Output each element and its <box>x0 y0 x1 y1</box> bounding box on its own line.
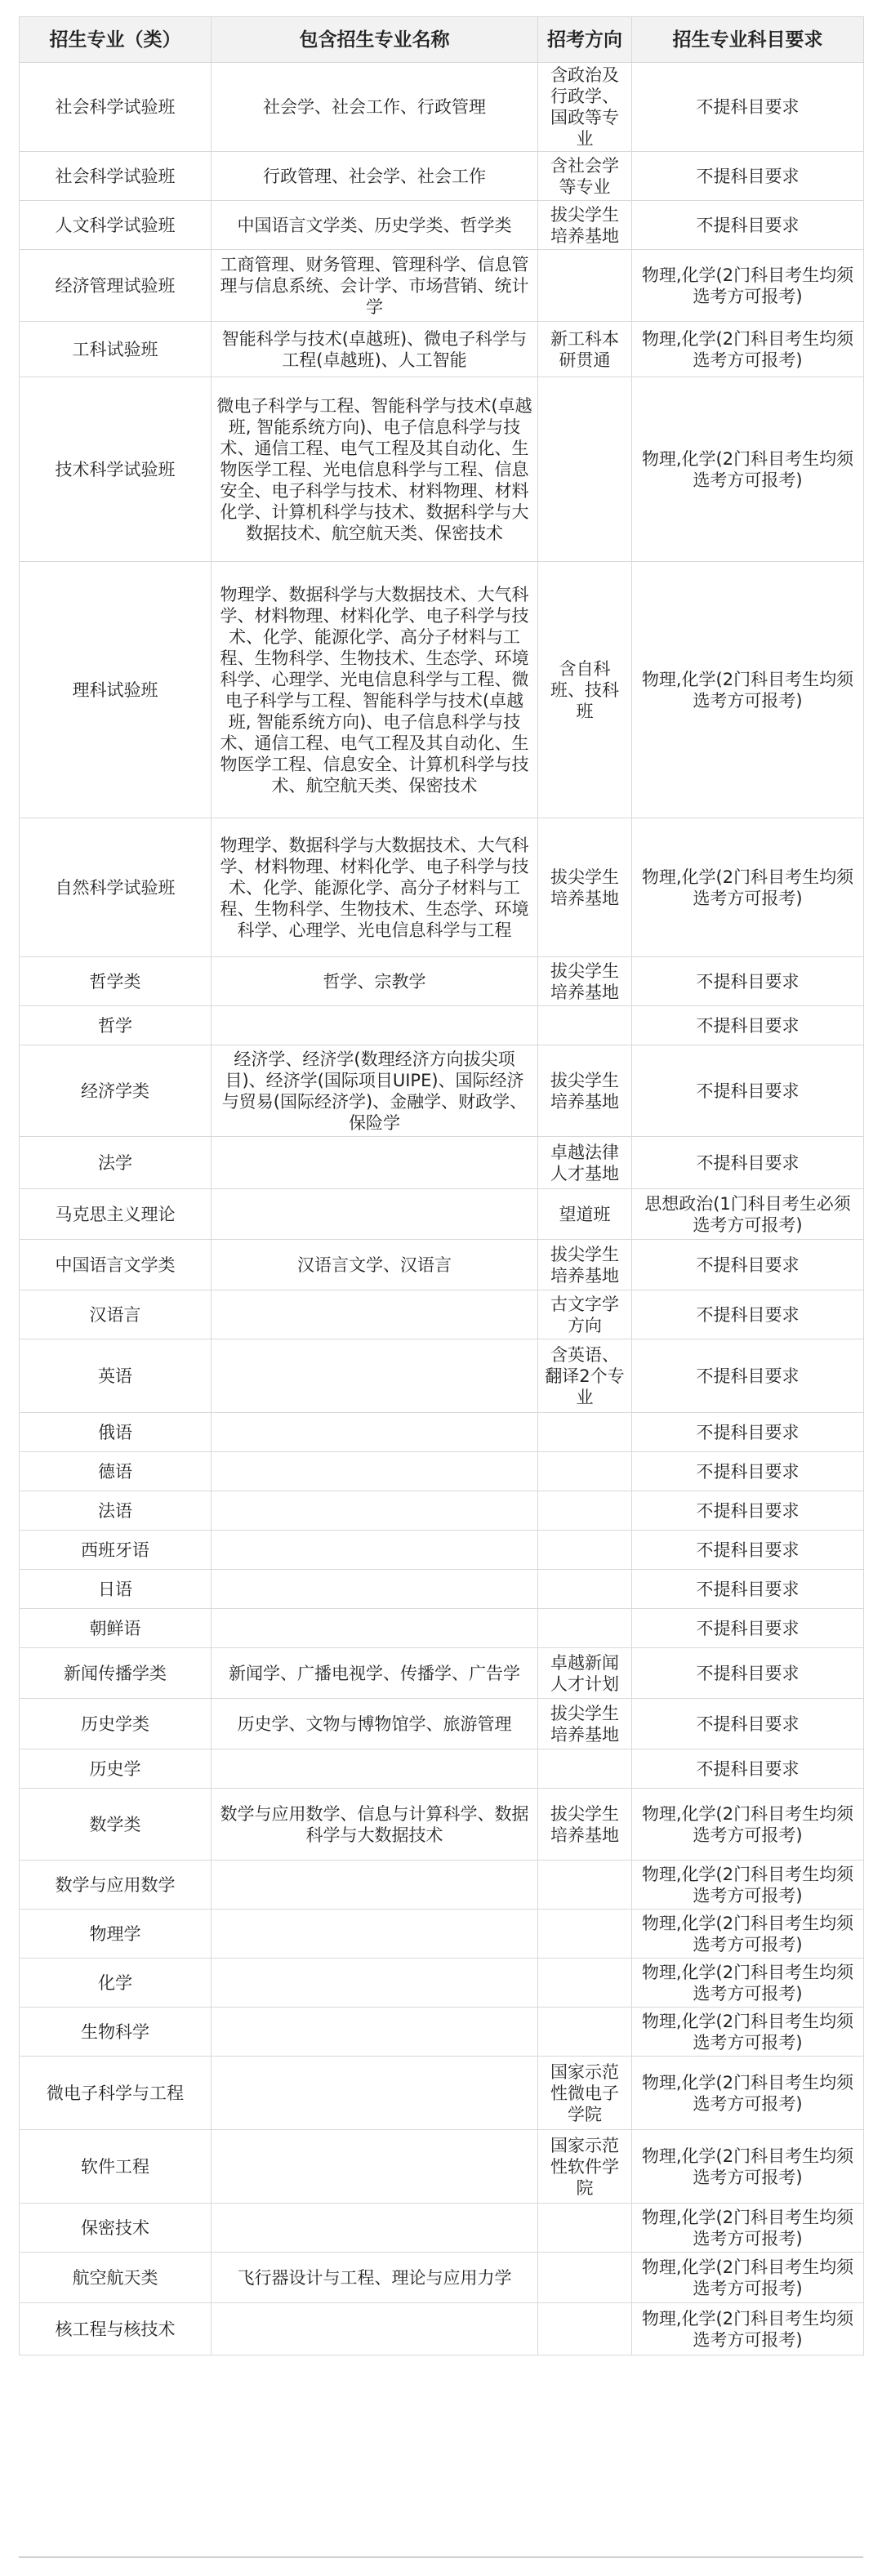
bottom-divider <box>19 2556 863 2558</box>
major-cell: 化学 <box>20 1959 212 2008</box>
requirement-cell: 物理,化学(2门科目考生均须选考方可报考) <box>632 818 864 957</box>
includes-cell: 汉语言文学、汉语言 <box>212 1240 538 1290</box>
table-row <box>20 201 864 250</box>
table-row <box>20 1570 864 1609</box>
major-cell: 软件工程 <box>20 2130 212 2204</box>
direction-cell <box>538 1609 632 1648</box>
direction-cell: 拔尖学生培养基地 <box>538 1240 632 1290</box>
major-cell: 生物科学 <box>20 2008 212 2057</box>
includes-cell: 哲学、宗教学 <box>212 957 538 1006</box>
major-cell: 西班牙语 <box>20 1531 212 1570</box>
requirement-cell: 物理,化学(2门科目考生均须选考方可报考) <box>632 1861 864 1910</box>
direction-cell <box>538 2303 632 2355</box>
table-row <box>20 2008 864 2057</box>
direction-cell <box>538 1006 632 1045</box>
direction-cell <box>538 250 632 322</box>
table-row <box>20 2130 864 2204</box>
major-cell: 法学 <box>20 1137 212 1189</box>
major-cell: 经济管理试验班 <box>20 250 212 322</box>
table-row <box>20 1339 864 1413</box>
includes-cell <box>212 1959 538 2008</box>
major-cell: 哲学 <box>20 1006 212 1045</box>
requirement-cell: 物理,化学(2门科目考生均须选考方可报考) <box>632 1910 864 1959</box>
includes-cell: 历史学、文物与博物馆学、旅游管理 <box>212 1699 538 1749</box>
major-cell: 社会科学试验班 <box>20 63 212 152</box>
table-row <box>20 1531 864 1570</box>
direction-cell: 含社会学等专业 <box>538 152 632 201</box>
direction-cell <box>538 1910 632 1959</box>
requirement-cell: 物理,化学(2门科目考生均须选考方可报考) <box>632 322 864 377</box>
major-cell: 数学类 <box>20 1789 212 1861</box>
major-cell: 工科试验班 <box>20 322 212 377</box>
includes-cell: 新闻学、广播电视学、传播学、广告学 <box>212 1648 538 1699</box>
table-row <box>20 1648 864 1699</box>
requirement-cell: 物理,化学(2门科目考生均须选考方可报考) <box>632 2253 864 2303</box>
direction-cell: 含英语、翻译2个专业 <box>538 1339 632 1413</box>
major-cell: 哲学类 <box>20 957 212 1006</box>
requirement-cell: 不提科目要求 <box>632 1045 864 1137</box>
includes-cell <box>212 1861 538 1910</box>
table-row <box>20 2253 864 2303</box>
includes-cell: 微电子科学与工程、智能科学与技术(卓越班, 智能系统方向)、电子信息科学与技术、通信工程、电气工程及其自动化、生物医学工程、光电信息科学与工程、信息安全、电子科学与技术、材料物理、材料化学、计算机科学与技术、数据科学与大数据技术、航空航天类、保密技术 <box>212 377 538 562</box>
direction-cell <box>538 377 632 562</box>
direction-cell: 新工科本研贯通 <box>538 322 632 377</box>
table-row <box>20 818 864 957</box>
header-direction: 招考方向 <box>538 17 632 63</box>
requirement-cell: 物理,化学(2门科目考生均须选考方可报考) <box>632 2204 864 2253</box>
direction-cell <box>538 1959 632 2008</box>
major-cell: 马克思主义理论 <box>20 1189 212 1240</box>
table-row <box>20 1910 864 1959</box>
includes-cell <box>212 1749 538 1789</box>
includes-cell <box>212 1339 538 1413</box>
requirement-cell: 物理,化学(2门科目考生均须选考方可报考) <box>632 1789 864 1861</box>
requirement-cell: 不提科目要求 <box>632 201 864 250</box>
direction-cell: 望道班 <box>538 1189 632 1240</box>
major-cell: 保密技术 <box>20 2204 212 2253</box>
requirement-cell: 物理,化学(2门科目考生均须选考方可报考) <box>632 2057 864 2130</box>
major-cell: 法语 <box>20 1491 212 1531</box>
major-cell: 中国语言文学类 <box>20 1240 212 1290</box>
direction-cell: 卓越新闻人才计划 <box>538 1648 632 1699</box>
requirement-cell: 物理,化学(2门科目考生均须选考方可报考) <box>632 2130 864 2204</box>
requirement-cell: 思想政治(1门科目考生必须选考方可报考) <box>632 1189 864 1240</box>
table-row <box>20 1959 864 2008</box>
includes-cell <box>212 1910 538 1959</box>
includes-cell: 数学与应用数学、信息与计算科学、数据科学与大数据技术 <box>212 1789 538 1861</box>
table-row <box>20 1006 864 1045</box>
includes-cell <box>212 1452 538 1491</box>
major-cell: 自然科学试验班 <box>20 818 212 957</box>
major-cell: 技术科学试验班 <box>20 377 212 562</box>
header-row <box>20 17 864 63</box>
table-row <box>20 2303 864 2355</box>
table-row <box>20 63 864 152</box>
includes-cell <box>212 1570 538 1609</box>
table-row <box>20 1789 864 1861</box>
includes-cell <box>212 2130 538 2204</box>
major-cell: 微电子科学与工程 <box>20 2057 212 2130</box>
direction-cell <box>538 1531 632 1570</box>
includes-cell <box>212 1609 538 1648</box>
table-row <box>20 1749 864 1789</box>
requirement-cell: 不提科目要求 <box>632 1006 864 1045</box>
table-row <box>20 1045 864 1137</box>
direction-cell: 拔尖学生培养基地 <box>538 1045 632 1137</box>
includes-cell <box>212 2008 538 2057</box>
includes-cell: 社会学、社会工作、行政管理 <box>212 63 538 152</box>
requirement-cell: 物理,化学(2门科目考生均须选考方可报考) <box>632 1959 864 2008</box>
requirement-cell: 不提科目要求 <box>632 1413 864 1452</box>
requirement-cell: 不提科目要求 <box>632 1749 864 1789</box>
major-cell: 德语 <box>20 1452 212 1491</box>
direction-cell <box>538 1861 632 1910</box>
requirement-cell: 不提科目要求 <box>632 1531 864 1570</box>
major-cell: 航空航天类 <box>20 2253 212 2303</box>
major-cell: 理科试验班 <box>20 562 212 818</box>
requirement-cell: 物理,化学(2门科目考生均须选考方可报考) <box>632 2303 864 2355</box>
requirement-cell: 不提科目要求 <box>632 1240 864 1290</box>
requirement-cell: 不提科目要求 <box>632 63 864 152</box>
major-cell: 历史学 <box>20 1749 212 1789</box>
includes-cell <box>212 1006 538 1045</box>
requirement-cell: 不提科目要求 <box>632 957 864 1006</box>
includes-cell: 经济学、经济学(数理经济方向拔尖项目)、经济学(国际项目UIPE)、国际经济与贸易(国际经济学)、金融学、财政学、保险学 <box>212 1045 538 1137</box>
includes-cell <box>212 2204 538 2253</box>
major-cell: 日语 <box>20 1570 212 1609</box>
major-cell: 人文科学试验班 <box>20 201 212 250</box>
direction-cell <box>538 1570 632 1609</box>
direction-cell <box>538 2253 632 2303</box>
direction-cell <box>538 1749 632 1789</box>
requirement-cell: 不提科目要求 <box>632 1491 864 1531</box>
major-cell: 朝鲜语 <box>20 1609 212 1648</box>
direction-cell: 拔尖学生培养基地 <box>538 1789 632 1861</box>
table-row <box>20 322 864 377</box>
direction-cell: 古文字学方向 <box>538 1290 632 1339</box>
includes-cell: 物理学、数据科学与大数据技术、大气科学、材料物理、材料化学、电子科学与技术、化学、能源化学、高分子材料与工程、生物科学、生物技术、生态学、环境科学、心理学、光电信息科学与工程 <box>212 818 538 957</box>
includes-cell: 物理学、数据科学与大数据技术、大气科学、材料物理、材料化学、电子科学与技术、化学、能源化学、高分子材料与工程、生物科学、生物技术、生态学、环境科学、心理学、光电信息科学与工程、微电子科学与工程、智能科学与技术(卓越班, 智能系统方向)、电子信息科学与技术、通信工程、电气工程及其自动化、生物医学工程、信息安全、计算机科学与技术、航空航天类、保密技术 <box>212 562 538 818</box>
table-row <box>20 377 864 562</box>
table-row <box>20 1452 864 1491</box>
direction-cell <box>538 2204 632 2253</box>
requirement-cell: 不提科目要求 <box>632 152 864 201</box>
major-cell: 新闻传播学类 <box>20 1648 212 1699</box>
table-row <box>20 2057 864 2130</box>
table-row <box>20 1699 864 1749</box>
table-body <box>20 63 864 2355</box>
direction-cell: 拔尖学生培养基地 <box>538 201 632 250</box>
table-row <box>20 152 864 201</box>
requirement-cell: 不提科目要求 <box>632 1609 864 1648</box>
requirement-cell: 不提科目要求 <box>632 1648 864 1699</box>
major-cell: 英语 <box>20 1339 212 1413</box>
direction-cell: 含政治及行政学、国政等专业 <box>538 63 632 152</box>
table-row <box>20 1290 864 1339</box>
includes-cell <box>212 1491 538 1531</box>
direction-cell: 拔尖学生培养基地 <box>538 818 632 957</box>
direction-cell: 国家示范性软件学院 <box>538 2130 632 2204</box>
major-cell: 汉语言 <box>20 1290 212 1339</box>
table-row <box>20 1240 864 1290</box>
direction-cell: 拔尖学生培养基地 <box>538 957 632 1006</box>
requirement-cell: 不提科目要求 <box>632 1699 864 1749</box>
major-cell: 历史学类 <box>20 1699 212 1749</box>
table-row <box>20 1413 864 1452</box>
table-row <box>20 2204 864 2253</box>
table-row <box>20 250 864 322</box>
header-includes: 包含招生专业名称 <box>212 17 538 63</box>
includes-cell: 飞行器设计与工程、理论与应用力学 <box>212 2253 538 2303</box>
table-header <box>20 17 864 63</box>
requirement-cell: 不提科目要求 <box>632 1137 864 1189</box>
requirement-cell: 物理,化学(2门科目考生均须选考方可报考) <box>632 562 864 818</box>
requirement-cell: 物理,化学(2门科目考生均须选考方可报考) <box>632 250 864 322</box>
includes-cell <box>212 1290 538 1339</box>
requirement-cell: 物理,化学(2门科目考生均须选考方可报考) <box>632 2008 864 2057</box>
includes-cell: 中国语言文学类、历史学类、哲学类 <box>212 201 538 250</box>
requirement-cell: 物理,化学(2门科目考生均须选考方可报考) <box>632 377 864 562</box>
direction-cell <box>538 1413 632 1452</box>
includes-cell <box>212 1189 538 1240</box>
direction-cell: 卓越法律人才基地 <box>538 1137 632 1189</box>
requirement-cell: 不提科目要求 <box>632 1290 864 1339</box>
table-row <box>20 1609 864 1648</box>
requirement-cell: 不提科目要求 <box>632 1339 864 1413</box>
major-cell: 经济学类 <box>20 1045 212 1137</box>
table-row <box>20 1491 864 1531</box>
header-major: 招生专业（类） <box>20 17 212 63</box>
includes-cell: 行政管理、社会学、社会工作 <box>212 152 538 201</box>
major-cell: 核工程与核技术 <box>20 2303 212 2355</box>
direction-cell <box>538 1491 632 1531</box>
header-requirement: 招生专业科目要求 <box>632 17 864 63</box>
includes-cell: 工商管理、财务管理、管理科学、信息管理与信息系统、会计学、市场营销、统计学 <box>212 250 538 322</box>
includes-cell: 智能科学与技术(卓越班)、微电子科学与工程(卓越班)、人工智能 <box>212 322 538 377</box>
major-cell: 数学与应用数学 <box>20 1861 212 1910</box>
direction-cell: 国家示范性微电子学院 <box>538 2057 632 2130</box>
direction-cell <box>538 2008 632 2057</box>
includes-cell <box>212 1137 538 1189</box>
major-cell: 物理学 <box>20 1910 212 1959</box>
admissions-table <box>19 16 864 2355</box>
major-cell: 社会科学试验班 <box>20 152 212 201</box>
requirement-cell: 不提科目要求 <box>632 1452 864 1491</box>
direction-cell <box>538 1452 632 1491</box>
includes-cell <box>212 2057 538 2130</box>
table-row <box>20 562 864 818</box>
table-row <box>20 1137 864 1189</box>
includes-cell <box>212 1413 538 1452</box>
requirement-cell: 不提科目要求 <box>632 1570 864 1609</box>
table-row <box>20 1861 864 1910</box>
includes-cell <box>212 2303 538 2355</box>
includes-cell <box>212 1531 538 1570</box>
direction-cell: 含自科班、技科班 <box>538 562 632 818</box>
table-row <box>20 1189 864 1240</box>
direction-cell: 拔尖学生培养基地 <box>538 1699 632 1749</box>
table-row <box>20 957 864 1006</box>
major-cell: 俄语 <box>20 1413 212 1452</box>
